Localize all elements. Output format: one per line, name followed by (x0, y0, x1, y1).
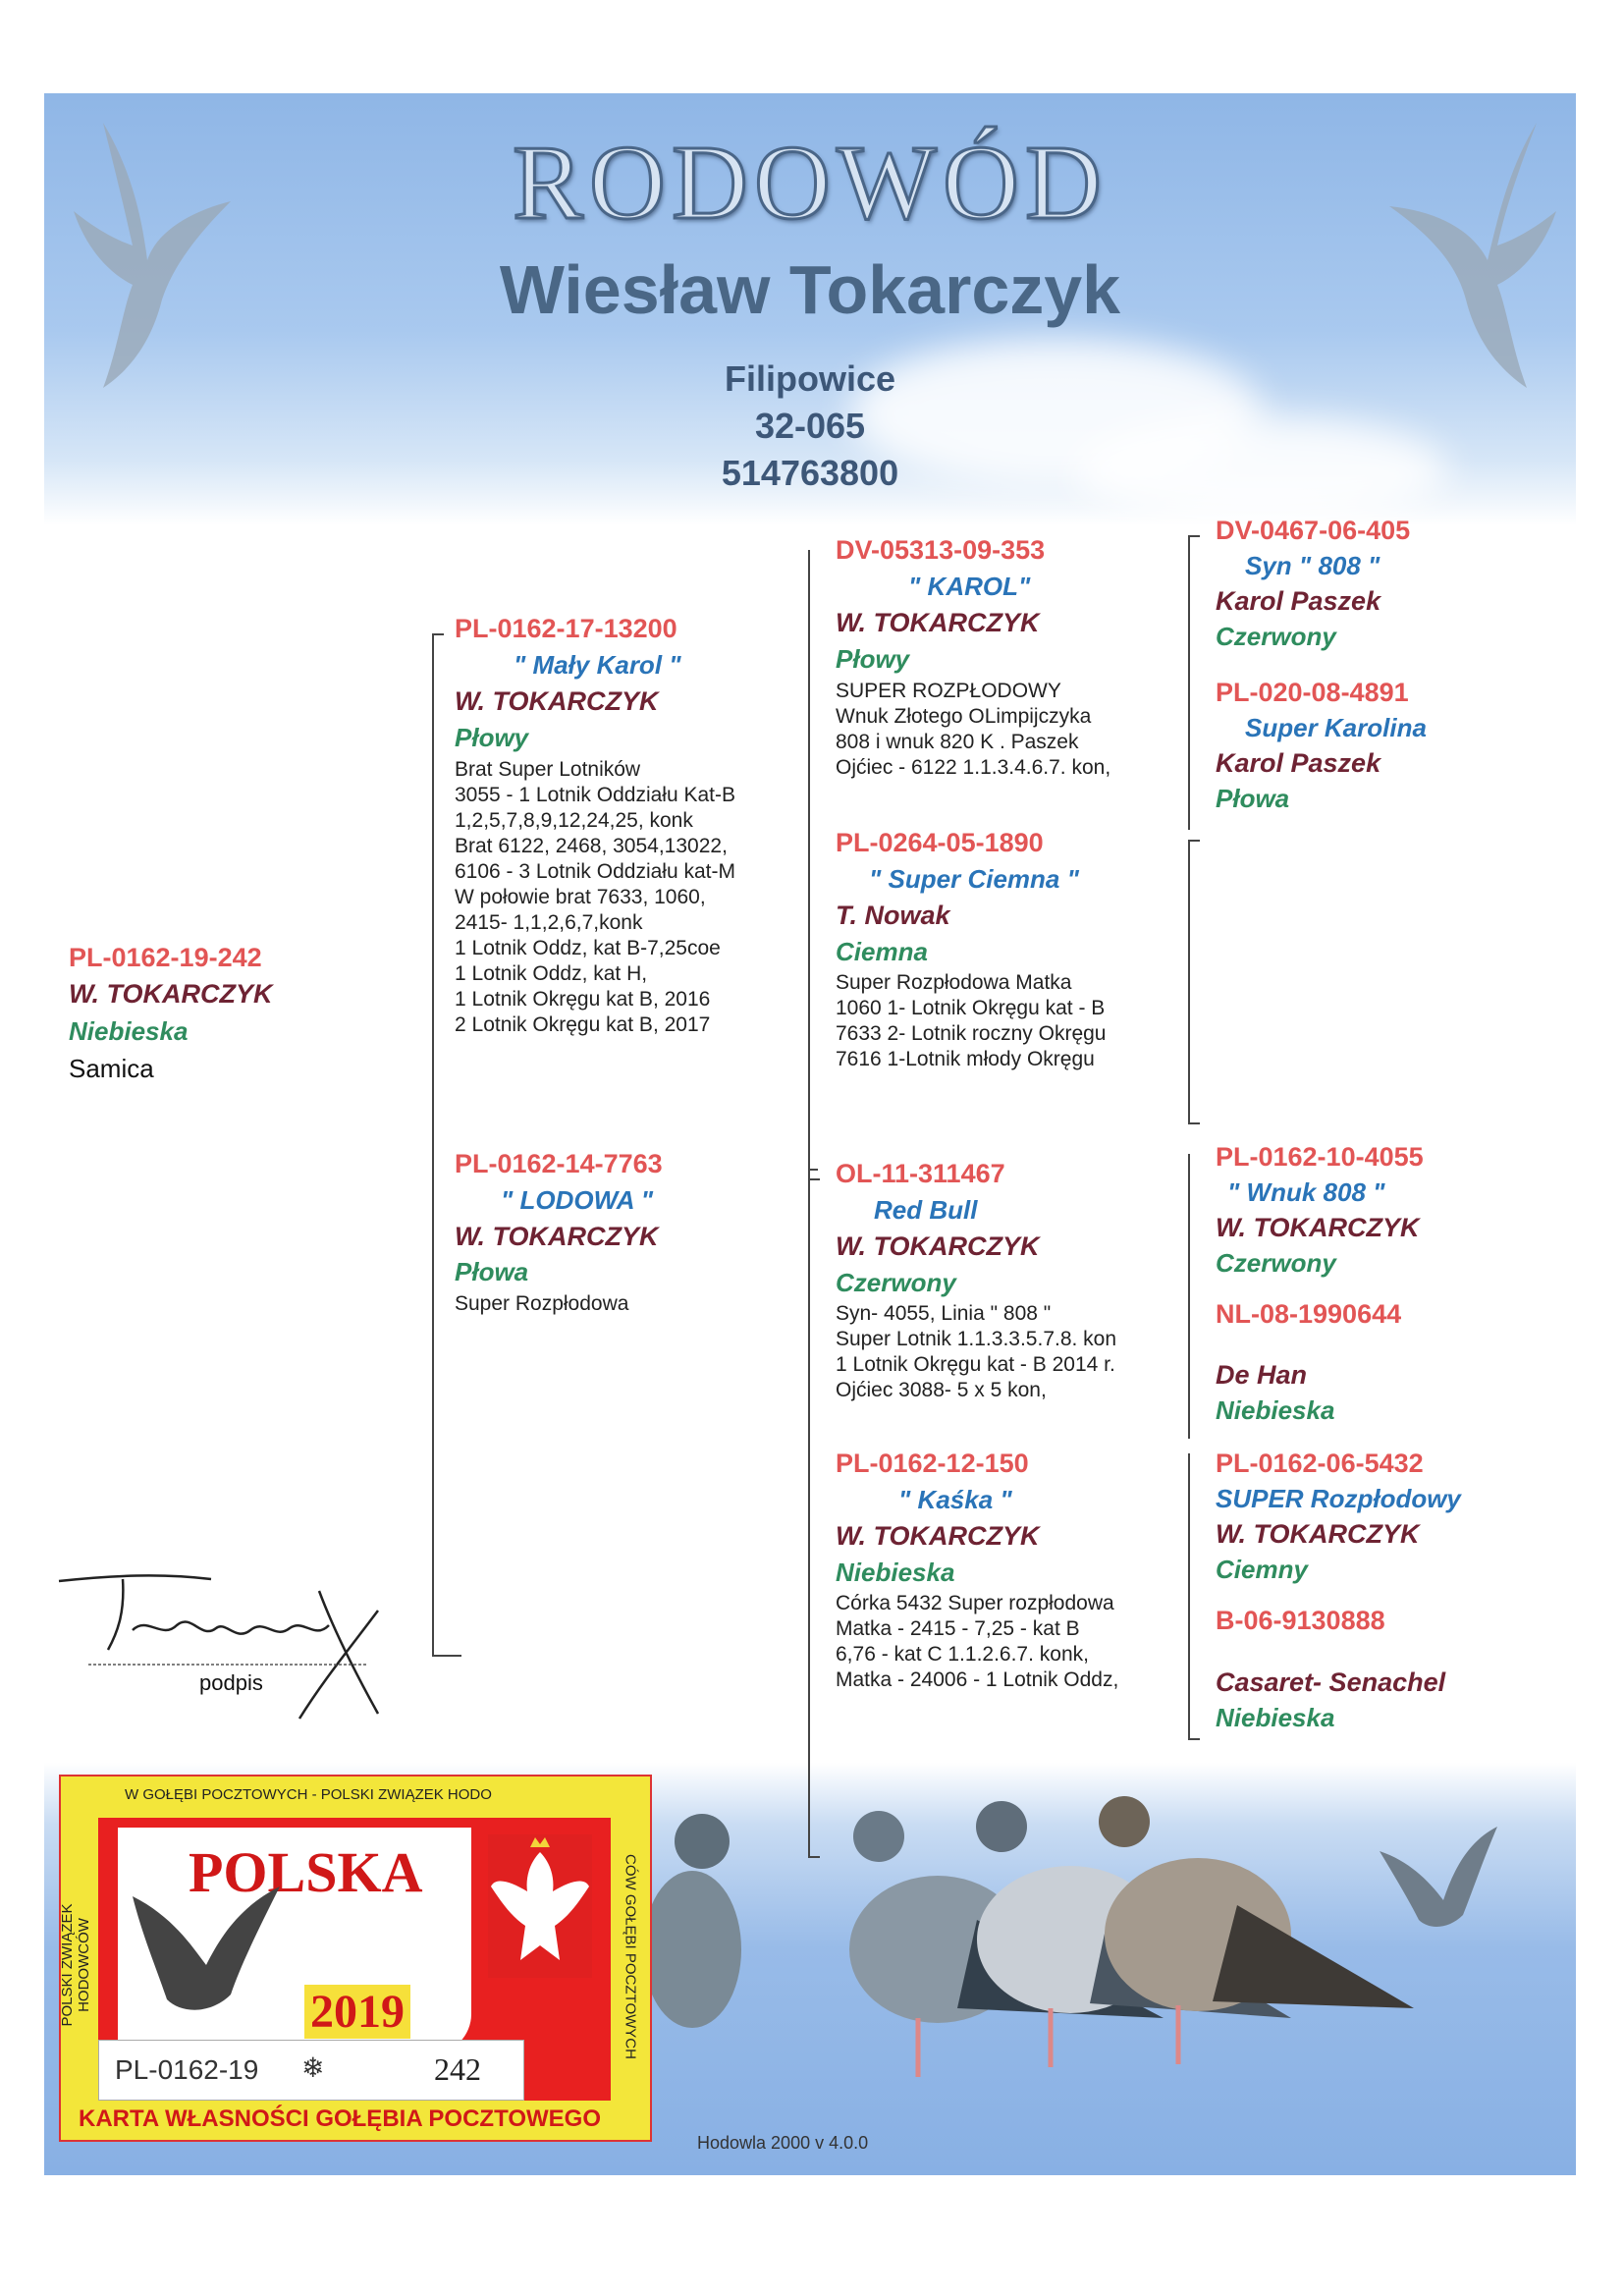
mother-color: Płowa (455, 1257, 529, 1286)
mm-breeder: W. TOKARCZYK (836, 1521, 1040, 1551)
ff-breeder: W. TOKARCZYK (836, 608, 1040, 637)
card-ring-prefix: PL-0162-19 (115, 2054, 259, 2085)
bracket-line (432, 633, 444, 635)
handwritten-signature-image (54, 1571, 407, 1728)
flying-pigeon-image (1370, 1822, 1517, 1949)
note-line: 3055 - 1 Lotnik Oddziału Kat-B (455, 784, 736, 806)
pedigree-sheet (44, 93, 1576, 2175)
father-name: " Mały Karol " (514, 650, 681, 680)
mm-color: Niebieska (836, 1558, 955, 1587)
fm-color: Ciemna (836, 937, 928, 966)
card-band-left: POLSKI ZWIĄZEK HODOWCÓW (59, 1903, 92, 2027)
fff-name: Syn " 808 " (1245, 551, 1380, 580)
note-line: Brat Super Lotników (455, 758, 641, 781)
note-line: Syn- 4055, Linia " 808 " (836, 1302, 1052, 1325)
bracket-line (432, 1655, 461, 1657)
bracket-line (808, 1178, 820, 1180)
note-line: 1060 1- Lotnik Okręgu kat - B (836, 997, 1106, 1019)
note-line: 1 Lotnik Oddz, kat B-7,25coe (455, 937, 721, 959)
mff-breeder: W. TOKARCZYK (1216, 1213, 1420, 1242)
mmm-breeder: Casaret- Senachel (1216, 1667, 1446, 1697)
ownership-card (59, 1775, 652, 2142)
bracket-line (808, 550, 810, 1208)
card-ring-number: 242 (434, 2051, 481, 2087)
fm-notes (836, 970, 1106, 1072)
bracket-line (808, 1169, 818, 1171)
ff-ring-number: DV-05313-09-353 (836, 535, 1046, 565)
bracket-line (808, 1856, 820, 1858)
mm-notes (836, 1591, 1118, 1693)
mf-color: Czerwony (836, 1268, 956, 1297)
owner-phone: 514763800 (721, 453, 899, 493)
fm-breeder: T. Nowak (836, 901, 950, 930)
note-line: Ojćiec 3088- 5 x 5 kon, (836, 1379, 1047, 1401)
bracket-line (1188, 1154, 1190, 1439)
bracket-line (1188, 840, 1190, 1124)
father-notes (455, 757, 735, 1038)
mff-name: " Wnuk 808 " (1227, 1177, 1385, 1207)
page-title: RODOWÓD (513, 125, 1108, 242)
note-line: Super Rozpłodowa Matka (836, 971, 1072, 994)
card-year: 2019 (304, 1985, 410, 2039)
mf-name: Red Bull (874, 1195, 978, 1225)
note-line: 1,2,5,7,8,9,12,24,25, konk (455, 809, 693, 832)
note-line: SUPER ROZPŁODOWY (836, 680, 1061, 702)
note-line: Super Lotnik 1.1.3.3.5.7.8. kon (836, 1328, 1117, 1350)
pigeon-image (1085, 1777, 1419, 2072)
bracket-line (1188, 1738, 1200, 1740)
ffm-ring-number: PL-020-08-4891 (1216, 678, 1409, 707)
polish-eagle-emblem-icon (486, 1832, 594, 1980)
note-line: 6106 - 3 Lotnik Oddziału kat-M (455, 860, 735, 883)
subject-color: Niebieska (69, 1016, 189, 1046)
note-line: 1 Lotnik Okręgu kat - B 2014 r. (836, 1353, 1115, 1376)
mff-color: Czerwony (1216, 1248, 1336, 1278)
mfm-breeder: De Han (1216, 1360, 1308, 1390)
ffm-breeder: Karol Paszek (1216, 748, 1381, 778)
mfm-color: Niebieska (1216, 1395, 1335, 1425)
mother-name: " LODOWA " (501, 1185, 654, 1215)
mother-notes (455, 1291, 628, 1317)
father-ring-number: PL-0162-17-13200 (455, 614, 677, 643)
fm-name: " Super Ciemna " (869, 864, 1079, 894)
mf-ring-number: OL-11-311467 (836, 1159, 1005, 1188)
subject-sex: Samica (69, 1054, 154, 1083)
bracket-line (1188, 1122, 1200, 1124)
subject-breeder: W. TOKARCZYK (69, 979, 273, 1009)
software-version: Hodowla 2000 v 4.0.0 (697, 2133, 869, 2153)
mf-breeder: W. TOKARCZYK (836, 1231, 1040, 1261)
bracket-line (808, 1178, 810, 1856)
note-line: 1 Lotnik Oddz, kat H, (455, 962, 648, 985)
owner-name: Wiesław Tokarczyk (499, 251, 1121, 328)
fm-ring-number: PL-0264-05-1890 (836, 828, 1044, 857)
note-line: 2 Lotnik Okręgu kat B, 2017 (455, 1013, 711, 1036)
mother-breeder: W. TOKARCZYK (455, 1222, 659, 1251)
mm-ring-number: PL-0162-12-150 (836, 1449, 1029, 1478)
mother-ring-number: PL-0162-14-7763 (455, 1149, 663, 1178)
note-line: 808 i wnuk 820 K . Paszek (836, 731, 1079, 753)
note-line: Córka 5432 Super rozpłodowa (836, 1592, 1114, 1614)
mm-name: " Kaśka " (898, 1485, 1012, 1514)
snowflake-icon: ❄ (301, 2052, 325, 2083)
note-line: 7633 2- Lotnik roczny Okręgu (836, 1022, 1107, 1045)
bracket-line (1188, 1453, 1190, 1738)
ff-name: " KAROL" (908, 572, 1031, 601)
father-breeder: W. TOKARCZYK (455, 686, 659, 716)
bracket-line (1188, 840, 1200, 842)
note-line: 6,76 - kat C 1.1.2.6.7. konk, (836, 1643, 1089, 1666)
subject-ring-number: PL-0162-19-242 (69, 943, 262, 972)
mfm-ring-number: NL-08-1990644 (1216, 1299, 1402, 1329)
card-band-top: W GOŁĘBI POCZTOWYCH - POLSKI ZWIĄZEK HODO (125, 1786, 492, 1803)
mff-ring-number: PL-0162-10-4055 (1216, 1142, 1424, 1172)
ff-notes (836, 679, 1110, 781)
note-line: Matka - 2415 - 7,25 - kat B (836, 1617, 1080, 1640)
fff-color: Czerwony (1216, 622, 1336, 651)
ff-color: Płowy (836, 644, 910, 674)
note-line: Wnuk Złotego OLimpijczyka (836, 705, 1092, 728)
fff-ring-number: DV-0467-06-405 (1216, 516, 1411, 545)
signature-label: podpis (199, 1670, 263, 1695)
card-pigeon-image (123, 1877, 290, 2024)
card-country: POLSKA (189, 1840, 423, 1904)
note-line: W połowie brat 7633, 1060, (455, 886, 706, 908)
mmf-ring-number: PL-0162-06-5432 (1216, 1449, 1424, 1478)
ffm-color: Płowa (1216, 784, 1290, 813)
mmm-ring-number: B-06-9130888 (1216, 1606, 1385, 1635)
mmf-breeder: W. TOKARCZYK (1216, 1519, 1420, 1549)
mmm-color: Niebieska (1216, 1703, 1335, 1732)
mf-notes (836, 1301, 1116, 1403)
note-line: Ojćiec - 6122 1.1.3.4.6.7. kon, (836, 756, 1111, 779)
note-line: Brat 6122, 2468, 3054,13022, (455, 835, 728, 857)
mmf-color: Ciemny (1216, 1555, 1308, 1584)
mmf-name: SUPER Rozpłodowy (1216, 1484, 1461, 1513)
note-line: Super Rozpłodowa (455, 1292, 629, 1315)
note-line: 7616 1-Lotnik młody Okręgu (836, 1048, 1095, 1070)
note-line: 1 Lotnik Okręgu kat B, 2016 (455, 988, 711, 1011)
bracket-line (1188, 535, 1190, 830)
father-color: Płowy (455, 723, 529, 752)
card-footer: KARTA WŁASNOŚCI GOŁĘBIA POCZTOWEGO (79, 2105, 601, 2132)
bracket-line (1188, 535, 1200, 537)
bracket-line (432, 633, 434, 1655)
fff-breeder: Karol Paszek (1216, 586, 1381, 616)
owner-city: Filipowice (724, 358, 896, 399)
note-line: 2415- 1,1,2,6,7,konk (455, 911, 643, 934)
ffm-name: Super Karolina (1245, 713, 1427, 742)
note-line: Matka - 24006 - 1 Lotnik Oddz, (836, 1668, 1119, 1691)
owner-postal-code: 32-065 (754, 406, 866, 446)
card-band-right: CÓW GOŁĘBI POCZTOWYCH (622, 1854, 639, 2059)
